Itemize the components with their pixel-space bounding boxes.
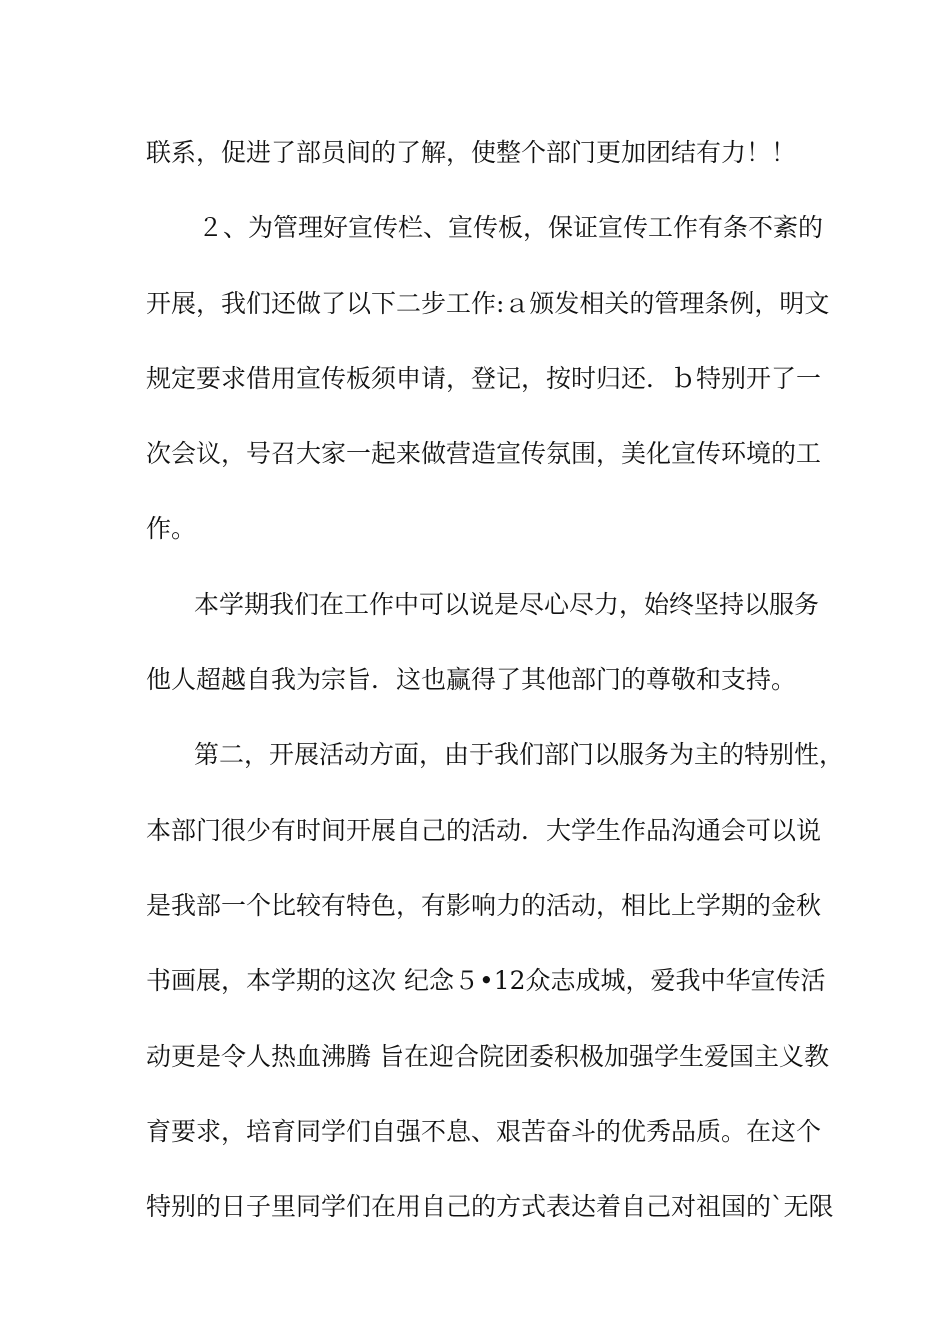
text-line: ２、为管理好宣传栏、宣传板，保证宣传工作有条不紊的	[198, 213, 824, 242]
text-line: 动更是令人热血沸腾 旨在迎合院团委积极加强学生爱国主义教	[146, 1042, 829, 1071]
text-line: 育要求，培育同学们自强不息、艰苦奋斗的优秀品质。在这个	[146, 1117, 822, 1146]
text-line: 本学期我们在工作中可以说是尽心尽力，始终坚持以服务	[194, 590, 820, 619]
text-line: 书画展，本学期的这次 纪念５•12众志成城，爱我中华宣传活	[146, 966, 826, 995]
text-line: 开展，我们还做了以下二步工作:ａ颁发相关的管理条例，明文	[146, 289, 830, 318]
text-line: 是我部一个比较有特色，有影响力的活动，相比上学期的金秋	[146, 891, 822, 920]
text-line: 本部门很少有时间开展自己的活动．大学生作品沟通会可以说	[146, 816, 822, 845]
text-line: 规定要求借用宣传板须申请，登记，按时归还．ｂ特别开了一	[146, 364, 822, 393]
text-line: 第二，开展活动方面，由于我们部门以服务为主的特别性，	[194, 740, 845, 769]
text-line: 作。	[146, 514, 197, 543]
text-line: 次会议，号召大家一起来做营造宣传氛围，美化宣传环境的工	[146, 439, 822, 468]
text-line: 特别的日子里同学们在用自己的方式表达着自己对祖国的`无限	[146, 1192, 834, 1221]
text-line: 他人超越自我为宗旨．这也赢得了其他部门的尊敬和支持。	[146, 665, 797, 694]
text-line: 联系，促进了部员间的了解，使整个部门更加团结有力！！	[146, 138, 797, 167]
